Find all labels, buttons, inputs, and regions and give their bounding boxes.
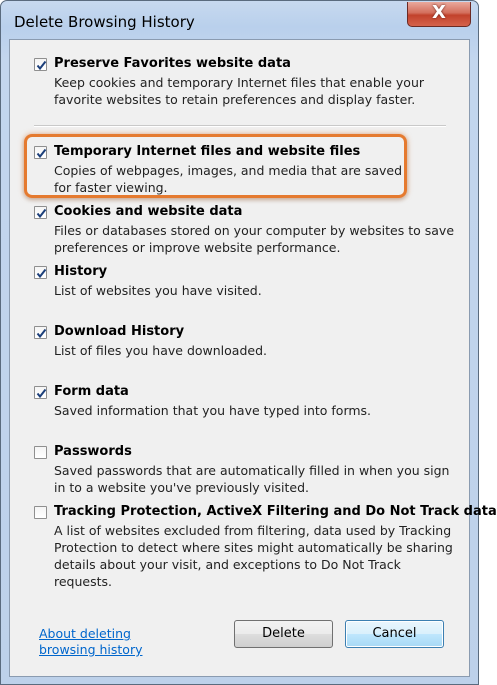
checkmark-icon bbox=[35, 327, 48, 340]
checkmark-icon bbox=[35, 207, 48, 220]
option-title: Temporary Internet files and website files bbox=[54, 144, 361, 159]
option-title: Cookies and website data bbox=[54, 204, 243, 219]
option-description: Copies of webpages, images, and media that are saved for faster viewing. bbox=[54, 163, 403, 195]
option-description: Keep cookies and temporary Internet files that enable your favorite websites to retain preferences and display faster. bbox=[54, 75, 425, 107]
separator bbox=[34, 125, 446, 127]
checkbox-download-history[interactable] bbox=[34, 326, 47, 339]
option-description: List of websites you have visited. bbox=[54, 283, 262, 298]
checkbox-temporary-internet-files[interactable] bbox=[34, 146, 47, 159]
option-description: Saved passwords that are automatically filled in when you sign in to a website you've previously visited. bbox=[54, 463, 450, 495]
checkmark-icon bbox=[35, 147, 48, 160]
checkmark-icon bbox=[35, 387, 48, 400]
close-icon: X bbox=[432, 2, 446, 23]
title-bar[interactable] bbox=[1, 1, 478, 39]
option-title: Passwords bbox=[54, 444, 132, 459]
about-deleting-history-link[interactable]: About deleting browsing history bbox=[39, 626, 143, 657]
option-title: Tracking Protection, ActiveX Filtering and Do Not Track data bbox=[54, 504, 497, 519]
option-description: List of files you have downloaded. bbox=[54, 343, 267, 358]
checkbox-tracking-protection[interactable] bbox=[34, 506, 47, 519]
window-title: Delete Browsing History bbox=[14, 13, 195, 31]
checkmark-icon bbox=[35, 267, 48, 280]
checkmark-icon bbox=[35, 59, 48, 72]
checkbox-passwords[interactable] bbox=[34, 446, 47, 459]
option-description: A list of websites excluded from filtering, data used by Tracking Protection to detect where sites might automatically be sharing details about your visit, and exceptions to Do Not Track requests. bbox=[54, 523, 453, 589]
option-description: Saved information that you have typed into forms. bbox=[54, 403, 372, 418]
cancel-button[interactable]: Cancel bbox=[345, 620, 444, 648]
option-title: Form data bbox=[54, 384, 129, 399]
checkbox-form-data[interactable] bbox=[34, 386, 47, 399]
option-title: Download History bbox=[54, 324, 185, 339]
delete-button[interactable]: Delete bbox=[234, 620, 333, 648]
dialog-content bbox=[9, 39, 497, 677]
close-button[interactable] bbox=[407, 2, 471, 27]
checkbox-history[interactable] bbox=[34, 266, 47, 279]
checkbox-cookies[interactable] bbox=[34, 206, 47, 219]
option-description: Files or databases stored on your computer by websites to save preferences or improve website performance. bbox=[54, 223, 455, 255]
checkbox-preserve-favorites[interactable] bbox=[34, 58, 47, 71]
option-title: Preserve Favorites website data bbox=[54, 56, 291, 71]
option-title: History bbox=[54, 264, 108, 279]
